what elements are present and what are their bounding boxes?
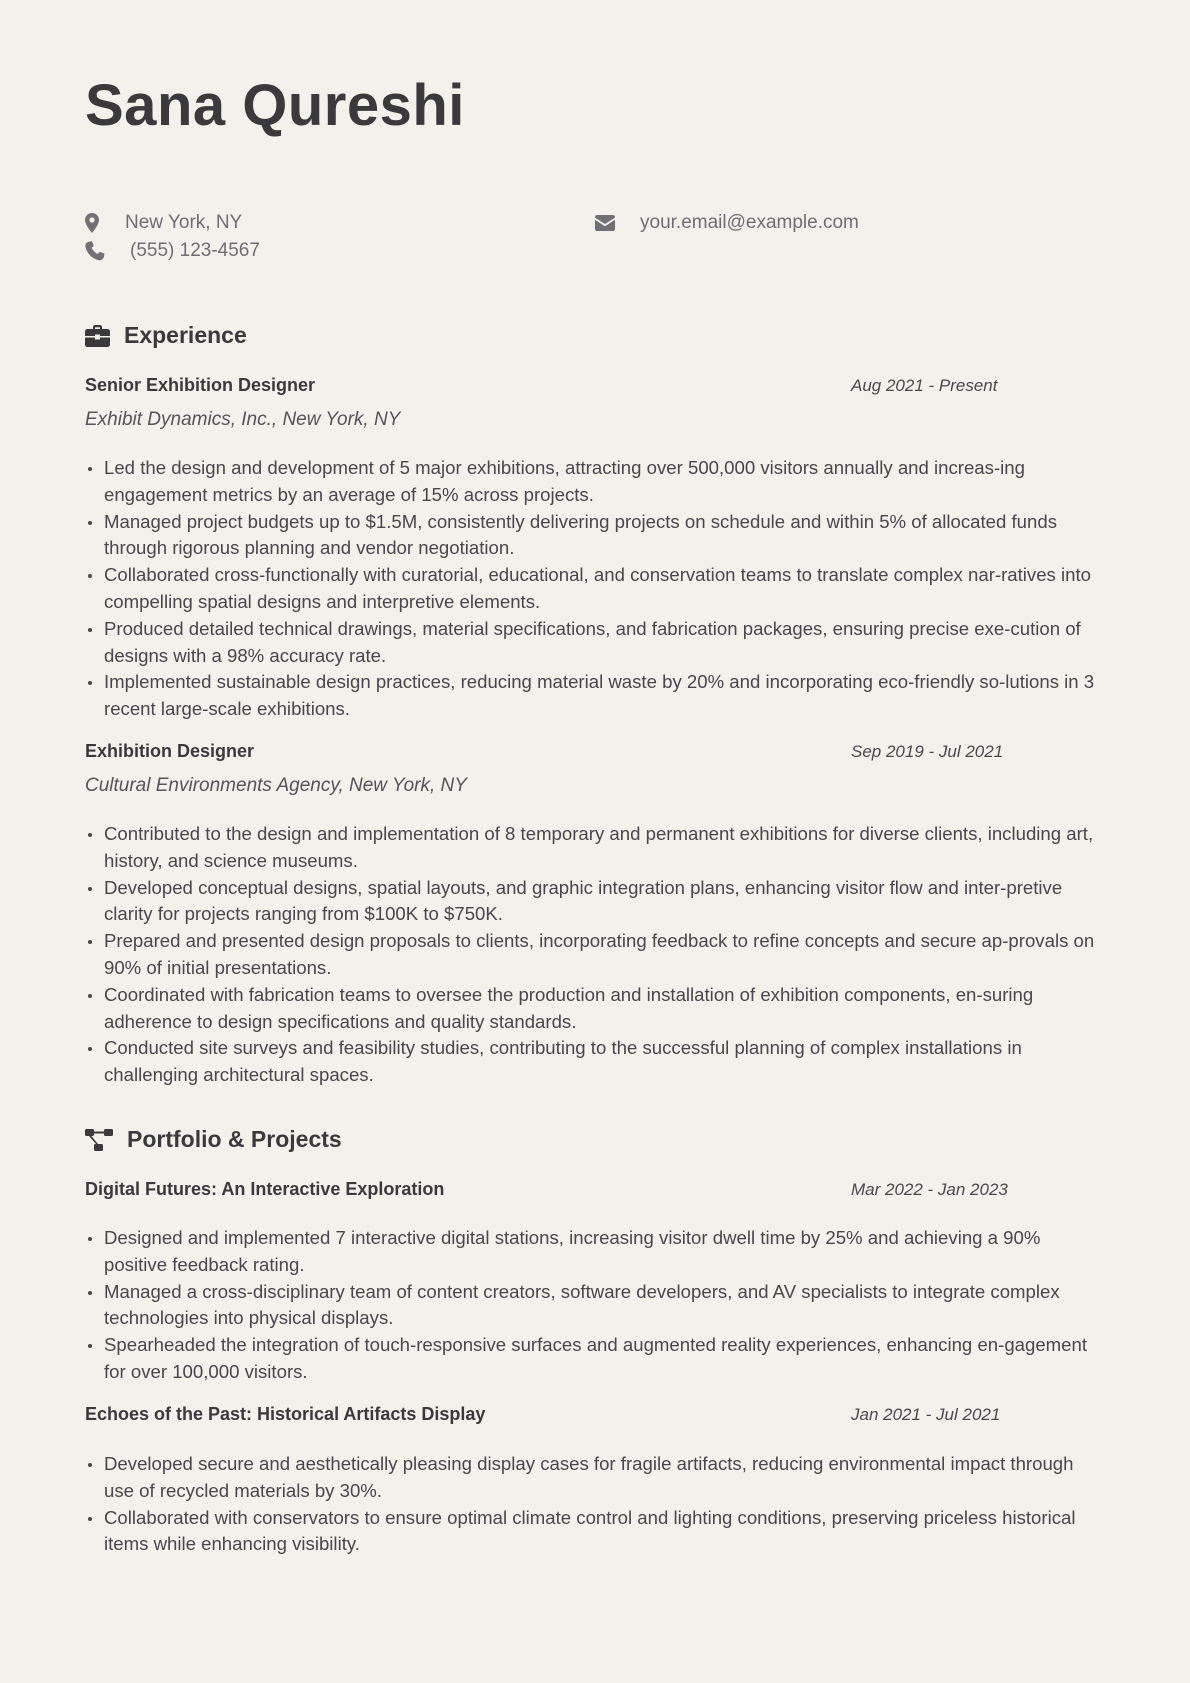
job-dates: Aug 2021 - Present bbox=[851, 376, 998, 395]
bullet-item: Conducted site surveys and feasibility studies, contributing to the successful planning of complex installations in challenging architectural spaces. bbox=[85, 1035, 1105, 1089]
email-text[interactable]: your.email@example.com bbox=[640, 212, 859, 233]
envelope-icon bbox=[595, 215, 615, 231]
project-diagram-icon bbox=[85, 1129, 113, 1151]
bullet-item: Coordinated with fabrication teams to oversee the production and installation of exhibition components, en-suring adherence to design specifications and quality standards. bbox=[85, 982, 1105, 1036]
candidate-name: Sana Qureshi bbox=[85, 73, 465, 138]
bullet-item: Contributed to the design and implementation of 8 temporary and permanent exhibitions for diverse clients, including art, history, and science museums. bbox=[85, 821, 1105, 875]
project-title: Digital Futures: An Interactive Exploration bbox=[85, 1179, 445, 1199]
contact-location bbox=[85, 212, 242, 234]
job-company: Cultural Environments Agency, New York, NY bbox=[85, 775, 467, 796]
bullet-item: Developed conceptual designs, spatial layouts, and graphic integration plans, enhancing visitor flow and inter-pretive clarity for projects ranging from $100K to $750K. bbox=[85, 875, 1105, 929]
job-bullets bbox=[85, 455, 1105, 723]
phone-icon bbox=[85, 241, 105, 261]
bullet-item: Managed project budgets up to $1.5M, consistently delivering projects on schedule and within 5% of allocated funds through rigorous planning and vendor negotiation. bbox=[85, 509, 1105, 563]
phone-text[interactable]: (555) 123-4567 bbox=[130, 240, 260, 261]
bullet-item: Collaborated cross-functionally with curatorial, educational, and conservation teams to translate complex nar-ratives into compelling spatial designs and interpretive elements. bbox=[85, 562, 1105, 616]
bullet-item: Designed and implemented 7 interactive digital stations, increasing visitor dwell time by 25% and achieving a 90% positive feedback rating. bbox=[85, 1225, 1105, 1279]
project-title: Echoes of the Past: Historical Artifacts Display bbox=[85, 1404, 486, 1424]
project-bullets bbox=[85, 1225, 1105, 1386]
contact-phone bbox=[85, 240, 260, 262]
section-title-text: Portfolio & Projects bbox=[127, 1126, 342, 1152]
project-dates: Mar 2022 - Jan 2023 bbox=[851, 1180, 1008, 1199]
project-bullets bbox=[85, 1451, 1105, 1558]
contact-email bbox=[595, 212, 859, 234]
job-title: Exhibition Designer bbox=[85, 741, 255, 761]
location-text: New York, NY bbox=[125, 212, 243, 233]
job-title: Senior Exhibition Designer bbox=[85, 375, 316, 395]
briefcase-icon bbox=[85, 325, 110, 347]
section-experience-heading bbox=[85, 322, 247, 349]
bullet-item: Collaborated with conservators to ensure optimal climate control and lighting conditions, preserving priceless historical items while enhancing visibility. bbox=[85, 1505, 1105, 1559]
job-dates: Sep 2019 - Jul 2021 bbox=[851, 742, 1004, 761]
bullet-item: Spearheaded the integration of touch-responsive surfaces and augmented reality experiences, enhancing en-gagement for over 100,000 visitors. bbox=[85, 1332, 1105, 1386]
map-marker-icon bbox=[85, 213, 99, 233]
bullet-item: Produced detailed technical drawings, material specifications, and fabrication packages, ensuring precise exe-cution of designs with a 98% accuracy rate. bbox=[85, 616, 1105, 670]
bullet-item: Managed a cross-disciplinary team of content creators, software developers, and AV specialists to integrate complex technologies into physical displays. bbox=[85, 1279, 1105, 1333]
bullet-item: Implemented sustainable design practices, reducing material waste by 20% and incorporating eco-friendly so-lutions in 3 recent large-scale exhibitions. bbox=[85, 669, 1105, 723]
bullet-item: Led the design and development of 5 major exhibitions, attracting over 500,000 visitors annually and increas-ing engagement metrics by an average of 15% across projects. bbox=[85, 455, 1105, 509]
project-dates: Jan 2021 - Jul 2021 bbox=[851, 1405, 1001, 1424]
bullet-item: Developed secure and aesthetically pleasing display cases for fragile artifacts, reducing environmental impact through use of recycled materials by 30%. bbox=[85, 1451, 1105, 1505]
bullet-item: Prepared and presented design proposals to clients, incorporating feedback to refine concepts and secure ap-provals on 90% of initial presentations. bbox=[85, 928, 1105, 982]
job-bullets bbox=[85, 821, 1105, 1089]
job-company: Exhibit Dynamics, Inc., New York, NY bbox=[85, 409, 401, 430]
section-portfolio-heading bbox=[85, 1126, 342, 1153]
section-title-text: Experience bbox=[124, 322, 247, 348]
